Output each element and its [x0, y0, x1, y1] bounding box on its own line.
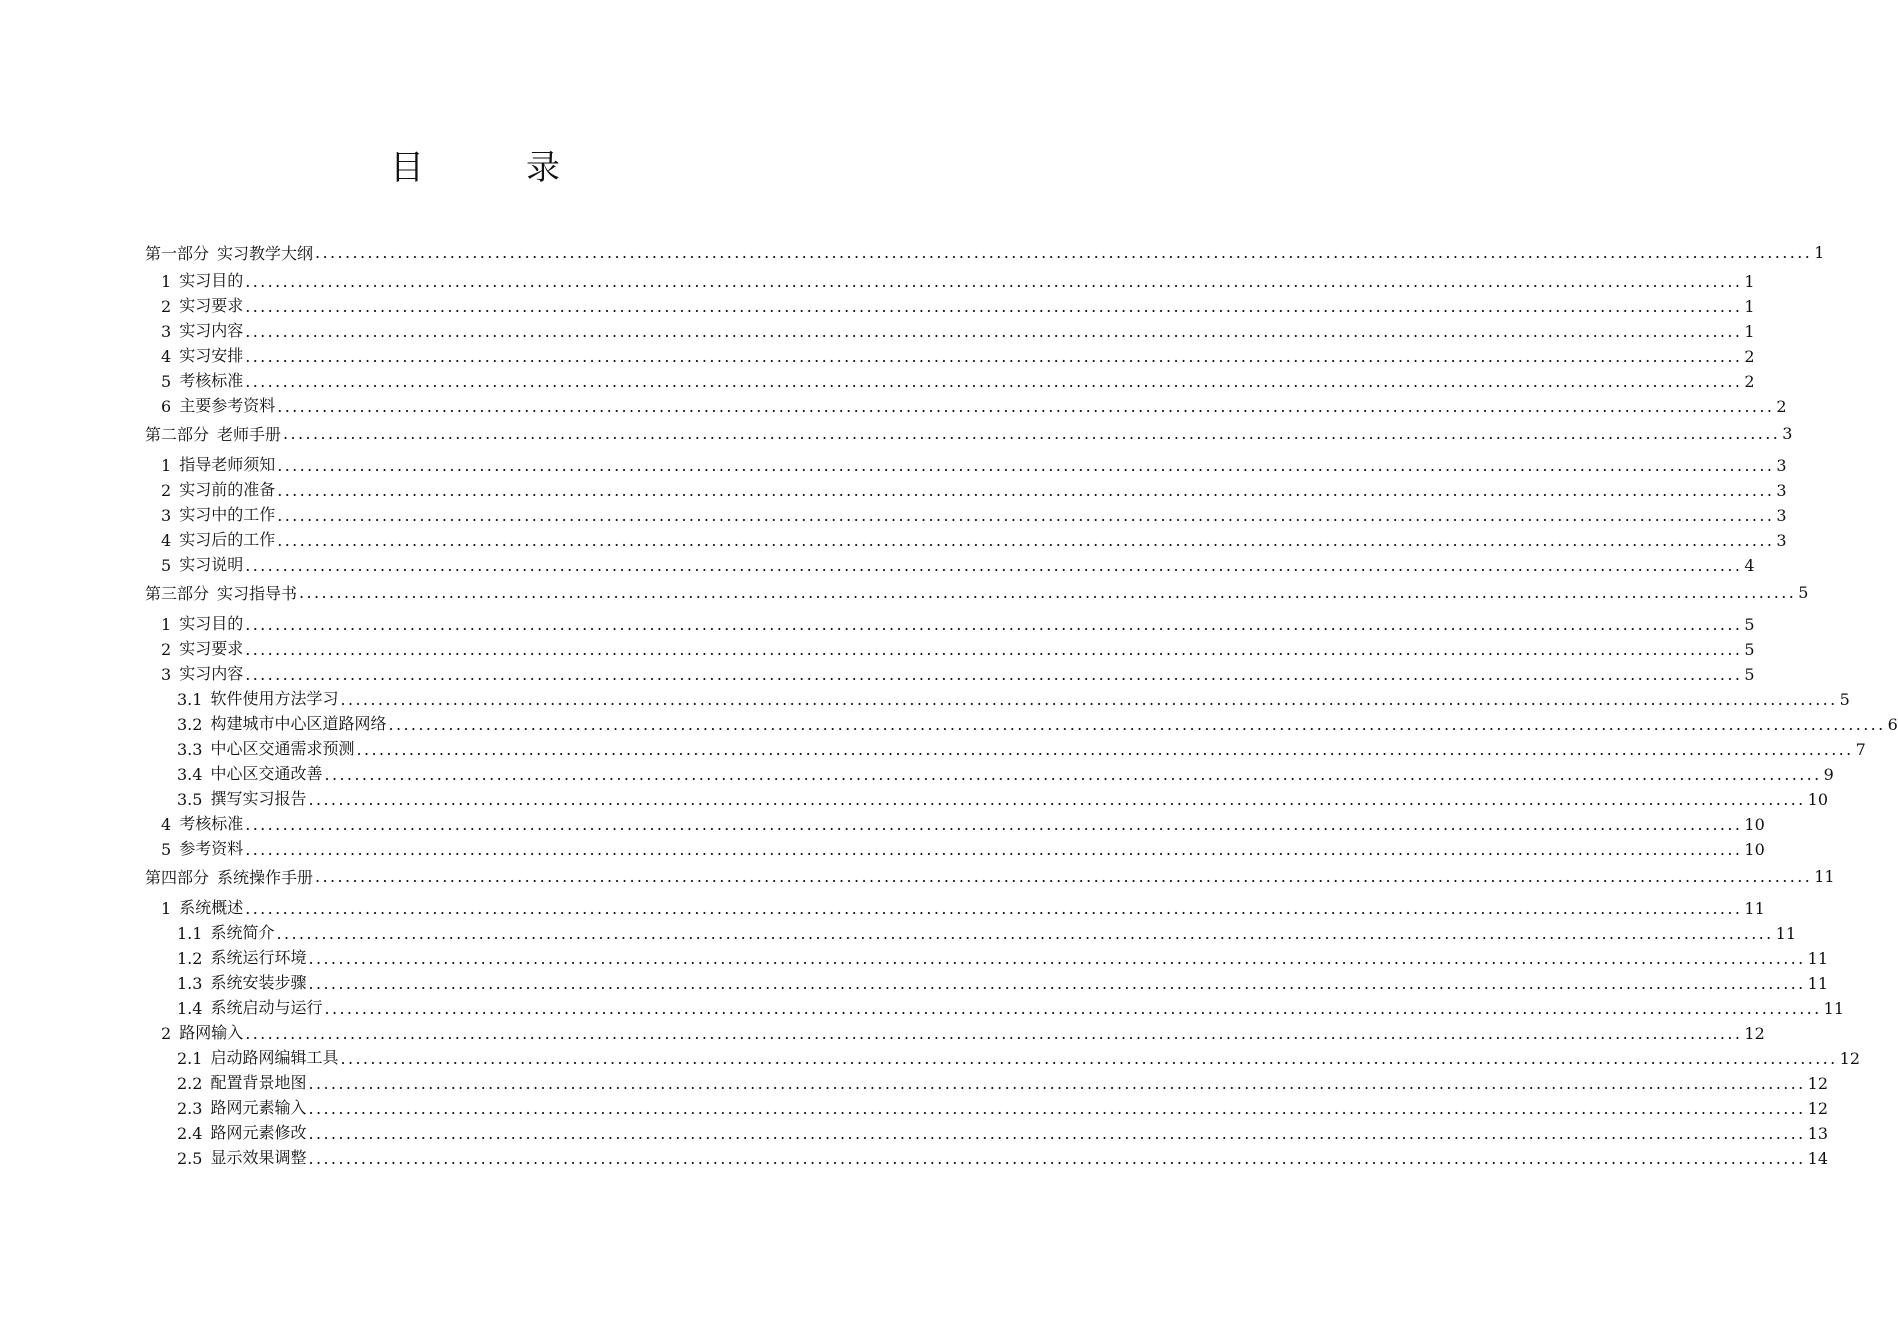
dot-leader: ........................................................................................................................................................................................................ [308, 1124, 1806, 1143]
toc-entry-page: 13 [1807, 1124, 1829, 1143]
toc-entry-number: 1 [161, 456, 172, 475]
toc-entry-number: 3 [161, 322, 172, 341]
toc-entry-title: 系统启动与运行 [210, 998, 323, 1017]
toc-entry-title: 实习后的工作 [179, 530, 276, 549]
toc-entry-number: 2.4 [177, 1124, 203, 1143]
toc-entry-page: 1 [1744, 272, 1755, 291]
dot-leader: ........................................................................................................................................................................................................ [324, 999, 1822, 1018]
dot-leader: ........................................................................................................................................................................................................ [276, 924, 1774, 943]
toc-entry[interactable] [145, 1118, 1829, 1143]
toc-entry-title: 实习目的 [179, 614, 244, 633]
dot-leader: ........................................................................................................................................................................................................ [324, 765, 1822, 784]
dot-leader: ........................................................................................................................................................................................................ [245, 297, 1743, 316]
toc-entry[interactable] [145, 500, 1787, 525]
toc-entry-title: 实习中的工作 [179, 505, 276, 524]
toc-entry-number: 1 [161, 899, 172, 918]
toc-entry-page: 3 [1776, 506, 1787, 525]
toc-entry-number: 2.1 [177, 1049, 203, 1068]
toc-entry-number: 2 [161, 1024, 172, 1043]
toc-entry[interactable] [145, 893, 1765, 918]
table-of-contents [145, 238, 1898, 1168]
toc-entry[interactable] [145, 1068, 1829, 1093]
toc-entry-title: 系统操作手册 [217, 867, 314, 887]
toc-entry[interactable] [145, 684, 1850, 709]
toc-entry-title: 路网输入 [179, 1023, 244, 1042]
toc-entry[interactable] [145, 266, 1755, 291]
toc-entry-page: 2 [1776, 397, 1787, 416]
toc-entry-title: 参考资料 [179, 839, 244, 858]
toc-entry[interactable] [145, 943, 1829, 968]
toc-entry-page: 2 [1744, 347, 1755, 366]
toc-entry[interactable] [145, 550, 1755, 575]
toc-entry-title: 系统概述 [179, 898, 244, 917]
toc-entry[interactable] [145, 391, 1787, 416]
toc-entry-number: 第二部分 [145, 424, 210, 444]
toc-entry-number: 1 [161, 615, 172, 634]
toc-entry-title: 启动路网编辑工具 [210, 1048, 339, 1067]
toc-entry-title: 路网元素输入 [210, 1098, 307, 1117]
toc-entry[interactable] [145, 709, 1898, 734]
toc-entry-title: 中心区交通需求预测 [210, 739, 355, 758]
toc-entry[interactable] [145, 1143, 1829, 1168]
toc-entry-number: 2 [161, 481, 172, 500]
toc-part-entry[interactable] [145, 416, 1793, 450]
toc-entry-number: 3 [161, 506, 172, 525]
toc-entry-title: 实习指导书 [217, 583, 298, 603]
toc-entry-page: 14 [1807, 1149, 1829, 1168]
toc-entry-title: 路网元素修改 [210, 1123, 307, 1142]
toc-entry-title: 考核标准 [179, 814, 244, 833]
toc-entry-title: 系统简介 [210, 923, 275, 942]
toc-entry[interactable] [145, 634, 1755, 659]
toc-entry-title: 中心区交通改善 [210, 764, 323, 783]
dot-leader: ........................................................................................................................................................................................................ [245, 665, 1743, 684]
toc-entry-page: 12 [1807, 1074, 1829, 1093]
dot-leader: ........................................................................................................................................................................................................ [315, 242, 1813, 262]
toc-entry-number: 2.2 [177, 1074, 203, 1093]
dot-leader: ........................................................................................................................................................................................................ [245, 899, 1743, 918]
toc-entry-page: 11 [1807, 949, 1829, 968]
toc-entry[interactable] [145, 993, 1845, 1018]
toc-entry-number: 3.1 [177, 690, 203, 709]
toc-entry-page: 1 [1744, 297, 1755, 316]
dot-leader: ........................................................................................................................................................................................................ [245, 347, 1743, 366]
toc-entry-number: 1 [161, 272, 172, 291]
toc-entry-page: 12 [1839, 1049, 1861, 1068]
toc-entry-number: 第四部分 [145, 867, 210, 887]
toc-entry-number: 4 [161, 531, 172, 550]
toc-entry-number: 4 [161, 347, 172, 366]
toc-entry-number: 3.5 [177, 790, 203, 809]
toc-entry-number: 2.3 [177, 1099, 203, 1118]
toc-entry-title: 考核标准 [179, 371, 244, 390]
toc-entry-number: 4 [161, 815, 172, 834]
toc-entry[interactable] [145, 968, 1829, 993]
toc-entry-page: 1 [1744, 322, 1755, 341]
toc-entry[interactable] [145, 809, 1765, 834]
toc-entry-page: 3 [1776, 456, 1787, 475]
dot-leader: ........................................................................................................................................................................................................ [277, 481, 1775, 500]
toc-entry-title: 软件使用方法学习 [210, 689, 339, 708]
dot-leader: ........................................................................................................................................................................................................ [315, 866, 1813, 886]
dot-leader: ........................................................................................................................................................................................................ [245, 322, 1743, 341]
toc-entry[interactable] [145, 316, 1755, 341]
toc-entry-number: 3.2 [177, 715, 203, 734]
dot-leader: ........................................................................................................................................................................................................ [308, 1074, 1806, 1093]
toc-entry-title: 实习目的 [179, 271, 244, 290]
dot-leader: ........................................................................................................................................................................................................ [245, 1024, 1743, 1043]
toc-entry-page: 11 [1814, 866, 1835, 886]
toc-entry[interactable] [145, 475, 1787, 500]
toc-entry[interactable] [145, 609, 1755, 634]
dot-leader: ........................................................................................................................................................................................................ [277, 506, 1775, 525]
page-title: 目 录 [390, 148, 594, 188]
toc-entry-page: 10 [1807, 790, 1829, 809]
toc-entry[interactable] [145, 659, 1755, 684]
toc-entry[interactable] [145, 525, 1787, 550]
toc-entry-page: 5 [1839, 690, 1850, 709]
toc-entry-page: 3 [1776, 481, 1787, 500]
toc-entry-number: 3 [161, 665, 172, 684]
dot-leader: ........................................................................................................................................................................................................ [245, 372, 1743, 391]
toc-entry-title: 实习内容 [179, 321, 244, 340]
toc-entry[interactable] [145, 759, 1834, 784]
toc-entry-page: 5 [1798, 582, 1809, 602]
toc-entry-number: 1.4 [177, 999, 203, 1018]
toc-entry-page: 9 [1823, 765, 1834, 784]
toc-entry-number: 3.3 [177, 740, 203, 759]
toc-entry-page: 10 [1744, 840, 1765, 859]
toc-entry-page: 1 [1814, 242, 1825, 262]
toc-entry-page: 10 [1744, 815, 1765, 834]
toc-part-entry[interactable] [145, 238, 1825, 266]
dot-leader: ........................................................................................................................................................................................................ [340, 690, 1838, 709]
dot-leader: ........................................................................................................................................................................................................ [283, 423, 1781, 443]
toc-entry[interactable] [145, 341, 1755, 366]
toc-entry-page: 2 [1744, 372, 1755, 391]
toc-entry-number: 5 [161, 372, 172, 391]
toc-entry-page: 4 [1744, 556, 1755, 575]
toc-entry-number: 第三部分 [145, 583, 210, 603]
toc-entry-number: 5 [161, 556, 172, 575]
toc-entry[interactable] [145, 450, 1787, 475]
toc-part-entry[interactable] [145, 859, 1835, 893]
dot-leader: ........................................................................................................................................................................................................ [356, 740, 1854, 759]
dot-leader: ........................................................................................................................................................................................................ [245, 840, 1743, 859]
toc-entry-page: 11 [1807, 974, 1829, 993]
toc-entry[interactable] [145, 918, 1797, 943]
toc-entry-page: 5 [1744, 640, 1755, 659]
toc-entry[interactable] [145, 734, 1866, 759]
toc-entry-number: 1.2 [177, 949, 203, 968]
toc-entry-number: 6 [161, 397, 172, 416]
toc-part-entry[interactable] [145, 575, 1809, 609]
toc-entry-title: 指导老师须知 [179, 455, 276, 474]
toc-entry-title: 实习安排 [179, 346, 244, 365]
toc-entry-title: 撰写实习报告 [210, 789, 307, 808]
dot-leader: ........................................................................................................................................................................................................ [308, 1099, 1806, 1118]
toc-entry-page: 12 [1744, 1024, 1765, 1043]
toc-entry[interactable] [145, 784, 1829, 809]
dot-leader: ........................................................................................................................................................................................................ [308, 790, 1806, 809]
toc-entry[interactable] [145, 366, 1755, 391]
toc-entry-number: 3.4 [177, 765, 203, 784]
toc-entry-title: 实习要求 [179, 639, 244, 658]
dot-leader: ........................................................................................................................................................................................................ [245, 640, 1743, 659]
toc-entry-page: 12 [1807, 1099, 1829, 1118]
toc-entry-number: 2 [161, 640, 172, 659]
toc-entry-number: 第一部分 [145, 243, 210, 263]
toc-entry-title: 构建城市中心区道路网络 [210, 714, 387, 733]
toc-entry-number: 1.3 [177, 974, 203, 993]
toc-entry-page: 5 [1744, 665, 1755, 684]
toc-entry-page: 6 [1887, 715, 1898, 734]
toc-entry[interactable] [145, 1018, 1765, 1043]
toc-entry[interactable] [145, 291, 1755, 316]
toc-entry-page: 5 [1744, 615, 1755, 634]
toc-entry-title: 系统运行环境 [210, 948, 307, 967]
toc-entry-number: 2.5 [177, 1149, 203, 1168]
toc-entry[interactable] [145, 1093, 1829, 1118]
dot-leader: ........................................................................................................................................................................................................ [245, 815, 1743, 834]
dot-leader: ........................................................................................................................................................................................................ [245, 615, 1743, 634]
toc-entry-title: 老师手册 [217, 424, 282, 444]
toc-entry-title: 系统安装步骤 [210, 973, 307, 992]
toc-entry-number: 1.1 [177, 924, 203, 943]
toc-entry-title: 实习说明 [179, 555, 244, 574]
toc-entry-title: 实习内容 [179, 664, 244, 683]
dot-leader: ........................................................................................................................................................................................................ [308, 1149, 1806, 1168]
toc-entry[interactable] [145, 834, 1765, 859]
dot-leader: ........................................................................................................................................................................................................ [277, 531, 1775, 550]
toc-entry-page: 11 [1823, 999, 1845, 1018]
dot-leader: ........................................................................................................................................................................................................ [277, 397, 1775, 416]
dot-leader: ........................................................................................................................................................................................................ [388, 715, 1886, 734]
dot-leader: ........................................................................................................................................................................................................ [245, 556, 1743, 575]
toc-entry-page: 11 [1775, 924, 1797, 943]
toc-entry[interactable] [145, 1043, 1861, 1068]
toc-entry-title: 显示效果调整 [210, 1148, 307, 1167]
dot-leader: ........................................................................................................................................................................................................ [308, 974, 1806, 993]
dot-leader: ........................................................................................................................................................................................................ [340, 1049, 1838, 1068]
toc-entry-title: 实习前的准备 [179, 480, 276, 499]
dot-leader: ........................................................................................................................................................................................................ [299, 582, 1797, 602]
toc-entry-title: 实习要求 [179, 296, 244, 315]
dot-leader: ........................................................................................................................................................................................................ [308, 949, 1806, 968]
toc-entry-page: 11 [1744, 899, 1765, 918]
dot-leader: ........................................................................................................................................................................................................ [245, 272, 1743, 291]
toc-entry-title: 实习教学大纲 [217, 243, 314, 263]
toc-entry-title: 配置背景地图 [210, 1073, 307, 1092]
toc-entry-page: 3 [1782, 423, 1793, 443]
toc-entry-page: 7 [1855, 740, 1866, 759]
toc-entry-number: 2 [161, 297, 172, 316]
toc-entry-page: 3 [1776, 531, 1787, 550]
toc-entry-title: 主要参考资料 [179, 396, 276, 415]
dot-leader: ........................................................................................................................................................................................................ [277, 456, 1775, 475]
toc-entry-number: 5 [161, 840, 172, 859]
